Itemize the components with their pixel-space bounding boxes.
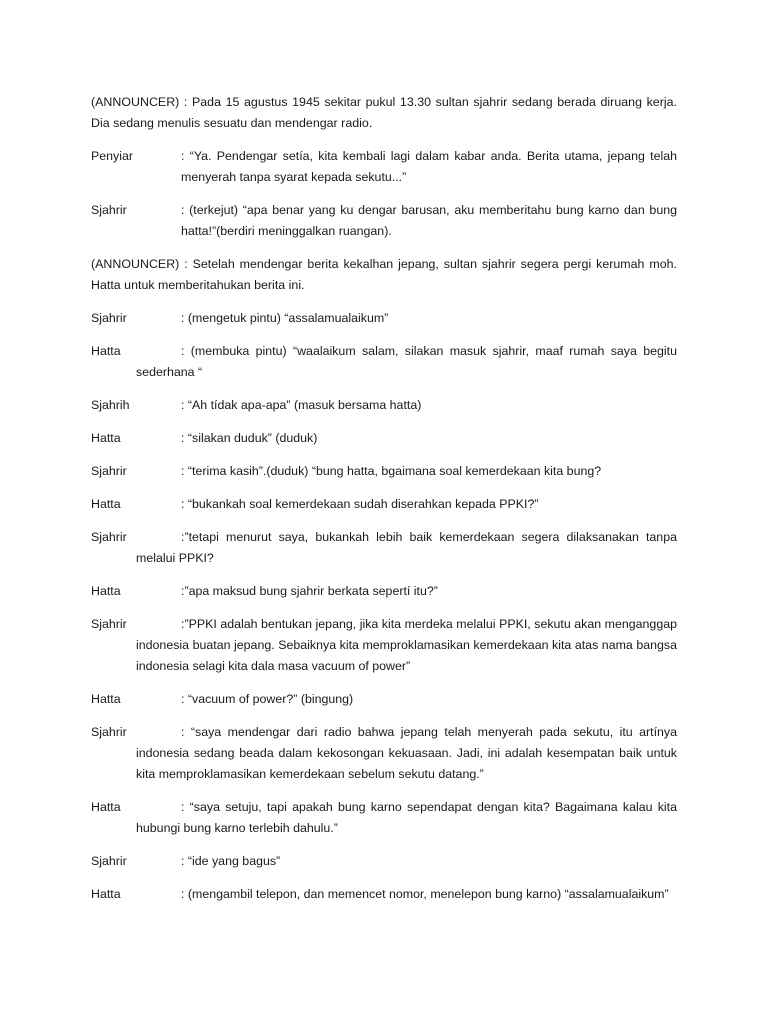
dialogue-text: : “Ya. Pendengar setía, kita kembali lagi dalam kabar anda. Berita utama, jepang telah menyerah tanpa syarat kepada sekutu...”	[181, 149, 677, 184]
script-body	[91, 92, 677, 917]
speaker-name: Sjahrir	[91, 854, 127, 868]
dialogue-text: : (terkejut) “apa benar yang ku dengar barusan, aku memberitahu bung karno dan bung hatta!”(berdiri meninggalkan ruangan).	[181, 203, 677, 238]
dialogue-line	[91, 527, 677, 569]
dialogue-line	[91, 722, 677, 785]
dialogue-text: : (mengetuk pintu) “assalamualaikum”	[181, 311, 389, 325]
dialogue-line	[91, 200, 677, 242]
dialogue-text: : “silakan duduk” (duduk)	[181, 431, 318, 445]
speaker-name: Sjahrir	[91, 464, 127, 478]
dialogue-line	[91, 395, 677, 416]
dialogue-line	[91, 884, 677, 905]
dialogue-line	[91, 851, 677, 872]
dialogue-line	[91, 146, 677, 188]
announcer-paragraph: (ANNOUNCER) : Pada 15 agustus 1945 sekitar pukul 13.30 sultan sjahrir sedang berada diruang kerja. Dia sedang menulis sesuatu dan mendengar radio.	[91, 95, 677, 130]
dialogue-line	[91, 689, 677, 710]
dialogue-line	[91, 308, 677, 329]
dialogue-line	[91, 614, 677, 677]
announcer-paragraph: (ANNOUNCER) : Setelah mendengar berita kekalhan jepang, sultan sjahrir segera pergi kerumah moh. Hatta untuk memberitahukan berita ini.	[91, 257, 677, 292]
speaker-name: Sjahrih	[91, 398, 130, 412]
dialogue-line	[91, 797, 677, 839]
dialogue-text: : “Ah tídak apa-apa” (masuk bersama hatta)	[181, 398, 422, 412]
dialogue-text: : “saya mendengar dari radio bahwa jepang telah menyerah pada sekutu, itu artínya indonesia sedang beada dalam kekosongan kekuasaan. Jadi, ini adalah kesempatan baik untuk kita memproklamasikan kemerdekaan sebelum sekutu datang.”	[136, 725, 677, 781]
speaker-name: Sjahrir	[91, 311, 127, 325]
speaker-name: Sjahrir	[91, 617, 127, 631]
speaker-name: Penyiar	[91, 149, 134, 163]
dialogue-text: :”tetapi menurut saya, bukankah lebih baik kemerdekaan segera dilaksanakan tanpa melalui PPKI?	[136, 530, 677, 565]
dialogue-text: :”apa maksud bung sjahrir berkata sepertí itu?”	[181, 584, 438, 598]
dialogue-text: : “bukankah soal kemerdekaan sudah diserahkan kepada PPKI?”	[181, 497, 539, 511]
dialogue-line	[91, 494, 677, 515]
dialogue-text: : “saya setuju, tapi apakah bung karno sependapat dengan kita? Bagaimana kalau kita hubungi bung karno terlebih dahulu.”	[136, 800, 677, 835]
dialogue-text: : “terima kasih”.(duduk) “bung hatta, bgaimana soal kemerdekaan kita bung?	[181, 464, 602, 478]
dialogue-text: : “vacuum of power?” (bingung)	[181, 692, 354, 706]
speaker-name: Hatta	[91, 800, 121, 814]
dialogue-text: : (mengambil telepon, dan memencet nomor, menelepon bung karno) “assalamualaikum”	[181, 887, 669, 901]
speaker-name: Hatta	[91, 431, 121, 445]
dialogue-line	[91, 581, 677, 602]
speaker-name: Sjahrir	[91, 725, 127, 739]
dialogue-text: : (membuka pintu) “waalaikum salam, silakan masuk sjahrir, maaf rumah saya begitu sederhana “	[136, 344, 677, 379]
dialogue-line	[91, 461, 677, 482]
dialogue-line	[91, 428, 677, 449]
dialogue-text: :”PPKI adalah bentukan jepang, jika kita merdeka melalui PPKI, sekutu akan menganggap indonesia buatan jepang. Sebaiknya kita memproklamasikan kemerdekaan kita atas nama bangsa indonesia selagi kita dala masa vacuum of power”	[136, 617, 677, 673]
speaker-name: Hatta	[91, 344, 121, 358]
speaker-name: Sjahrir	[91, 203, 127, 217]
speaker-name: Hatta	[91, 497, 121, 511]
dialogue-line	[91, 341, 677, 383]
speaker-name: Sjahrir	[91, 530, 127, 544]
speaker-name: Hatta	[91, 584, 121, 598]
speaker-name: Hatta	[91, 692, 121, 706]
speaker-name: Hatta	[91, 887, 121, 901]
dialogue-text: : “ide yang bagus”	[181, 854, 281, 868]
